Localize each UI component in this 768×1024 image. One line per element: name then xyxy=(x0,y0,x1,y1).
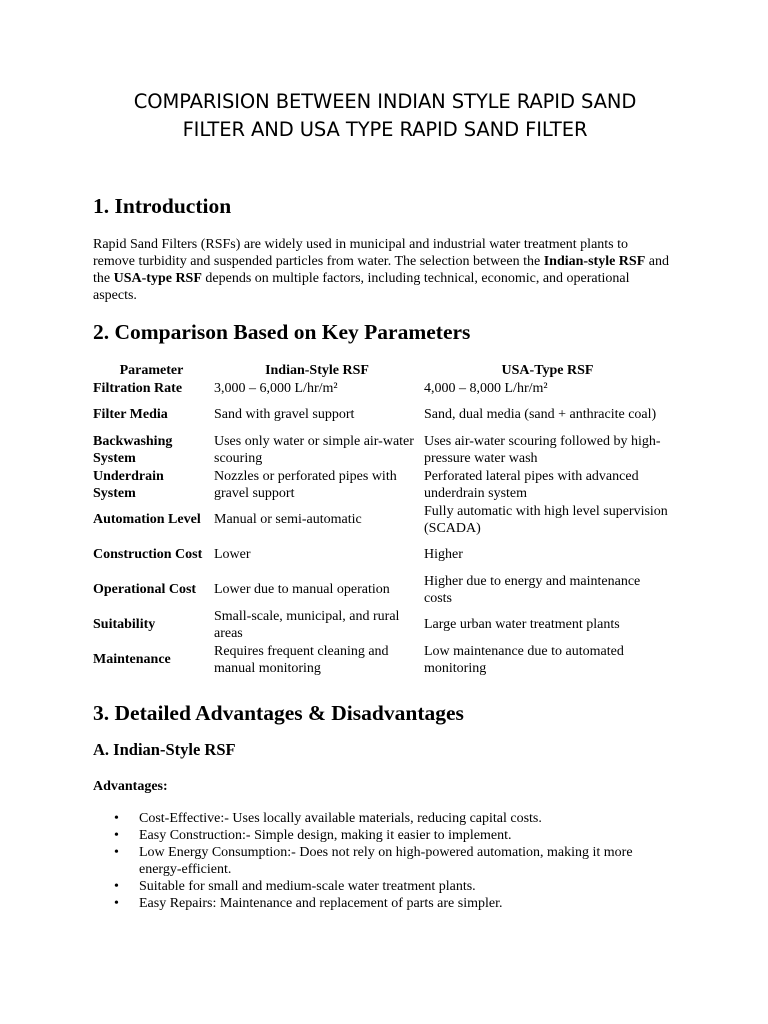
row-parameter: Operational Cost xyxy=(93,582,197,597)
row-indian-value: Manual or semi-automatic xyxy=(214,512,362,527)
list-item-text: Easy Repairs: Maintenance and replacement of parts are simpler. xyxy=(139,896,503,911)
list-item-text: Easy Construction:- Simple design, making it easier to implement. xyxy=(139,828,512,843)
column-header-parameter: Parameter xyxy=(119,362,184,378)
introduction-paragraph xyxy=(93,236,673,304)
row-parameter: Underdrain System xyxy=(93,468,164,501)
row-usa-value: Uses air-water scouring followed by high-pressure water wash xyxy=(424,433,661,466)
column-header-usa-type: USA-Type RSF xyxy=(501,362,594,378)
table-row xyxy=(91,537,673,572)
subheading-indian-style-rsf: A. Indian-Style RSF xyxy=(93,740,236,759)
document-title xyxy=(90,88,680,144)
row-usa-value: Fully automatic with high level supervision (SCADA) xyxy=(424,503,668,536)
bullet-icon: • xyxy=(114,896,119,911)
table-row xyxy=(91,467,673,502)
row-parameter: Filter Media xyxy=(93,407,168,422)
list-item-text: Low Energy Consumption:- Does not rely on high-powered automation, making it more energy-efficient. xyxy=(139,845,633,877)
section-heading-introduction: 1. Introduction xyxy=(93,194,232,218)
row-indian-value: Small-scale, municipal, and rural areas xyxy=(214,608,400,641)
list-item xyxy=(93,827,663,844)
table-row xyxy=(91,379,673,397)
row-parameter: Maintenance xyxy=(93,652,171,667)
section-heading-comparison: 2. Comparison Based on Key Parameters xyxy=(93,320,471,344)
intro-text-3: depends on multiple factors, including technical, economic, and operational aspects. xyxy=(93,271,630,303)
intro-bold-usa-type: USA-type RSF xyxy=(113,271,202,286)
row-usa-value: Sand, dual media (sand + anthracite coal) xyxy=(424,407,657,422)
table-row xyxy=(91,397,673,432)
table-row xyxy=(91,572,673,607)
intro-text-2: and the xyxy=(93,254,669,286)
section-heading-advantages-disadvantages: 3. Detailed Advantages & Disadvantages xyxy=(93,701,464,725)
table-row xyxy=(91,502,673,537)
row-indian-value: Requires frequent cleaning and manual monitoring xyxy=(214,643,389,676)
list-item xyxy=(93,895,663,912)
row-indian-value: Uses only water or simple air-water scouring xyxy=(214,433,414,466)
document-title-line-1: COMPARISION BETWEEN INDIAN STYLE RAPID SAND xyxy=(133,90,637,113)
list-item xyxy=(93,878,663,895)
row-indian-value: Lower xyxy=(214,547,251,562)
row-usa-value: 4,000 – 8,000 L/hr/m² xyxy=(424,380,548,396)
row-indian-value: Sand with gravel support xyxy=(214,407,355,422)
row-parameter: Suitability xyxy=(93,617,156,632)
intro-bold-indian-style: Indian-style RSF xyxy=(543,254,646,269)
document-title-line-2: FILTER AND USA TYPE RAPID SAND FILTER xyxy=(182,118,588,141)
row-indian-value: Nozzles or perforated pipes with gravel support xyxy=(214,468,397,501)
row-usa-value: Perforated lateral pipes with advanced underdrain system xyxy=(424,468,639,501)
row-usa-value: Higher due to energy and maintenance costs xyxy=(424,573,641,606)
row-parameter: Construction Cost xyxy=(93,547,203,562)
row-parameter: Backwashing System xyxy=(93,433,173,466)
table-header-row xyxy=(91,361,673,379)
advantages-list xyxy=(93,810,663,912)
list-item-text: Cost-Effective:- Uses locally available materials, reducing capital costs. xyxy=(139,811,542,826)
row-indian-value: Lower due to manual operation xyxy=(214,582,390,597)
row-parameter: Filtration Rate xyxy=(93,380,183,396)
row-indian-value: 3,000 – 6,000 L/hr/m² xyxy=(214,380,338,396)
list-item xyxy=(93,844,663,878)
row-usa-value: Low maintenance due to automated monitoring xyxy=(424,643,624,676)
row-usa-value: Large urban water treatment plants xyxy=(424,617,620,632)
bullet-icon: • xyxy=(114,879,119,894)
bullet-icon: • xyxy=(114,811,119,826)
table-row xyxy=(91,432,673,467)
column-header-indian-style: Indian-Style RSF xyxy=(265,362,369,378)
table-row xyxy=(91,607,673,642)
row-parameter: Automation Level xyxy=(93,512,201,527)
row-usa-value: Higher xyxy=(424,547,463,562)
bullet-icon: • xyxy=(114,828,119,843)
table-row xyxy=(91,642,673,677)
list-item-text: Suitable for small and medium-scale water treatment plants. xyxy=(139,879,476,894)
advantages-label: Advantages: xyxy=(93,779,168,794)
intro-text-1: Rapid Sand Filters (RSFs) are widely used in municipal and industrial water treatment plants to remove turbidity and suspended particles from water. The selection between the xyxy=(93,237,629,269)
list-item xyxy=(93,810,663,827)
bullet-icon: • xyxy=(114,845,119,860)
comparison-table xyxy=(91,361,673,677)
